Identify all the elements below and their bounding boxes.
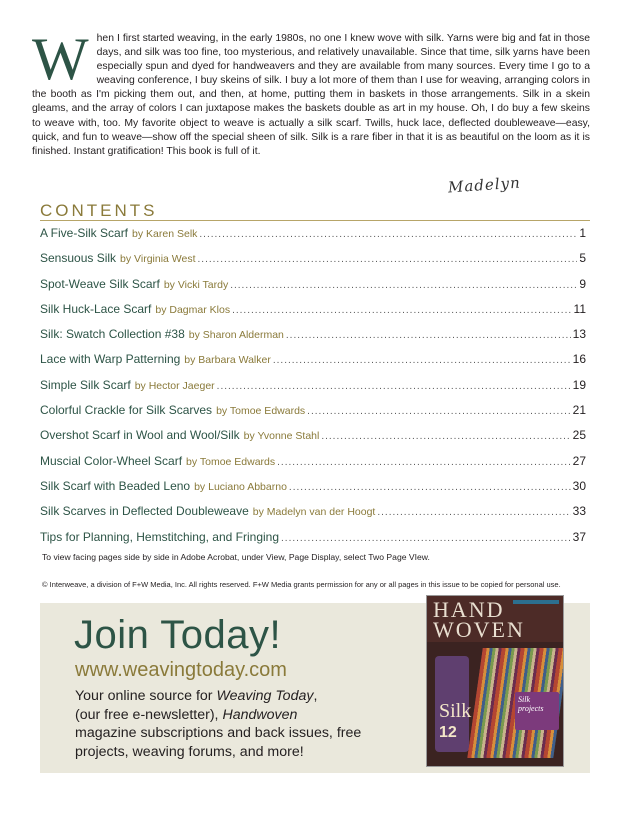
toc-page-number: 27 <box>572 453 586 468</box>
viewing-note: To view facing pages side by side in Adobe Acrobat, under View, Page Display, select Two Page VIew. <box>42 552 430 562</box>
desc-emphasis: Handwoven <box>222 706 298 723</box>
toc-author: by Tomoe Edwards <box>216 405 306 418</box>
toc-leader <box>199 229 577 240</box>
copyright-notice: © Interweave, a division of F+W Media, Inc. All rights reserved. F+W Media grants permission for any or all pages in this issue to be copied for personal use. <box>42 580 561 589</box>
toc-page-number: 9 <box>579 276 586 291</box>
toc-page-number: 11 <box>573 301 586 316</box>
banner-description <box>75 687 375 761</box>
desc-part: magazine subscriptions and back issues, free projects, weaving forums, and more! <box>75 725 362 760</box>
join-headline: Join Today! <box>74 613 282 657</box>
cover-title-line: WOVEN <box>433 617 525 642</box>
toc-leader <box>307 406 570 417</box>
cover-silk-word: Silk <box>439 700 472 722</box>
toc-page-number: 25 <box>572 428 586 443</box>
toc-title: Tips for Planning, Hemstitching, and Fringing <box>40 529 280 544</box>
magazine-cover-image[interactable] <box>426 595 564 767</box>
toc-title: Silk Huck-Lace Scarf <box>40 301 152 316</box>
toc-leader <box>281 533 571 544</box>
toc-author: by Sharon Alderman <box>188 329 284 342</box>
toc-author: by Barbara Walker <box>184 354 271 367</box>
join-banner[interactable] <box>40 597 590 773</box>
cover-title <box>433 597 525 642</box>
toc-author: by Luciano Abbarno <box>194 480 287 493</box>
toc-entry[interactable] <box>40 403 586 428</box>
toc-author: by Vicki Tardy <box>163 278 229 291</box>
toc-author: by Hector Jaeger <box>134 379 215 392</box>
toc-leader <box>286 330 571 341</box>
toc-page-number: 1 <box>579 226 586 240</box>
toc-entry[interactable] <box>40 504 586 529</box>
desc-part: (our free e-newsletter), <box>75 706 223 723</box>
table-of-contents <box>40 226 586 555</box>
toc-leader <box>198 254 578 265</box>
toc-title: Muscial Color-Wheel Scarf <box>40 453 183 468</box>
toc-title: Silk Scarves in Deflected Doubleweave <box>40 504 249 519</box>
toc-leader <box>273 355 571 366</box>
toc-entry[interactable] <box>40 479 586 504</box>
desc-part: , <box>313 688 318 704</box>
toc-entry[interactable] <box>40 302 586 327</box>
toc-leader <box>230 280 577 291</box>
toc-page-number: 30 <box>572 478 586 493</box>
toc-entry[interactable] <box>40 378 586 403</box>
toc-page-number: 5 <box>579 251 586 266</box>
toc-page-number: 16 <box>572 352 586 367</box>
contents-header <box>40 201 590 221</box>
toc-author: by Karen Selk <box>132 228 198 240</box>
cover-blurb-box <box>513 600 559 604</box>
intro-text: hen I first started weaving, in the early 1980s, no one I knew wove with silk. Yarns were big and fat in those days, and silk was too fine, too mysterious, and relatively unavailable. Since that time, silk yarns have been especially spun and dyed for handweavers and they are available from many sources. Every time I go to a weaving conference, I buy skeins of silk. I buy a lot more of them than I use for weaving, arranging colors in the booth as I'm picking them out, and then, at home, putting them in baskets in those arrangements. Silk in a skein gleams, and the array of colors I can juxtapose makes the baskets double as art in my house. Oh, I do buy a few skeins to weave with, too. My favorite object to weave is actually a silk scarf. Twills, huck lace, deflected doubleweave—easy, quick, and fun to weave—show off the special sheen of silk. Silk is a rare fiber in that it is as beautiful on the loom as it is finished. Instant gratification! This book is full of it. <box>32 33 590 157</box>
toc-title: Colorful Crackle for Silk Scarves <box>40 403 213 418</box>
cover-project-count: 12 <box>439 724 457 741</box>
toc-page-number: 33 <box>572 504 586 519</box>
toc-title: Lace with Warp Patterning <box>40 352 181 367</box>
toc-author: by Dagmar Klos <box>155 303 231 316</box>
toc-leader <box>377 507 570 518</box>
intro-paragraph <box>32 26 590 159</box>
website-link[interactable]: www.weavingtoday.com <box>75 659 287 681</box>
toc-entry[interactable] <box>40 327 586 352</box>
toc-entry[interactable] <box>40 352 586 377</box>
toc-leader <box>321 431 570 442</box>
toc-leader <box>232 305 571 316</box>
toc-author: by Yvonne Stahl <box>243 430 320 443</box>
cover-title-line: HAND <box>433 597 505 622</box>
desc-part: Your online source for <box>75 688 217 704</box>
drop-cap: W <box>32 26 89 92</box>
toc-entry[interactable] <box>40 428 586 453</box>
toc-title: Sensuous Silk <box>40 251 117 266</box>
toc-entry[interactable] <box>40 251 586 276</box>
toc-title: Spot-Weave Silk Scarf <box>40 276 160 291</box>
toc-author: by Virginia West <box>120 253 196 266</box>
toc-title: Overshot Scarf in Wool and Wool/Silk <box>40 428 240 443</box>
toc-entry[interactable] <box>40 277 586 302</box>
toc-leader <box>217 381 571 392</box>
toc-title: Silk Scarf with Beaded Leno <box>40 478 191 493</box>
toc-page-number: 13 <box>572 327 586 342</box>
toc-title: Simple Silk Scarf <box>40 377 131 392</box>
toc-author: by Tomoe Edwards <box>186 455 276 468</box>
toc-title: Silk: Swatch Collection #38 <box>40 327 185 342</box>
toc-entry[interactable] <box>40 226 586 251</box>
contents-title: CONTENTS <box>40 201 158 220</box>
toc-entry[interactable] <box>40 454 586 479</box>
signature: Madelyn <box>447 173 522 197</box>
toc-page-number: 19 <box>572 377 586 392</box>
toc-page-number: 37 <box>572 529 586 544</box>
cover-tag: Silk projects <box>515 692 559 730</box>
toc-author: by Madelyn van der Hoogt <box>252 506 376 519</box>
toc-title: A Five-Silk Scarf <box>40 226 129 240</box>
desc-emphasis: Weaving Today <box>216 688 314 704</box>
toc-leader <box>277 457 570 468</box>
toc-leader <box>289 482 571 493</box>
toc-page-number: 21 <box>572 403 586 418</box>
